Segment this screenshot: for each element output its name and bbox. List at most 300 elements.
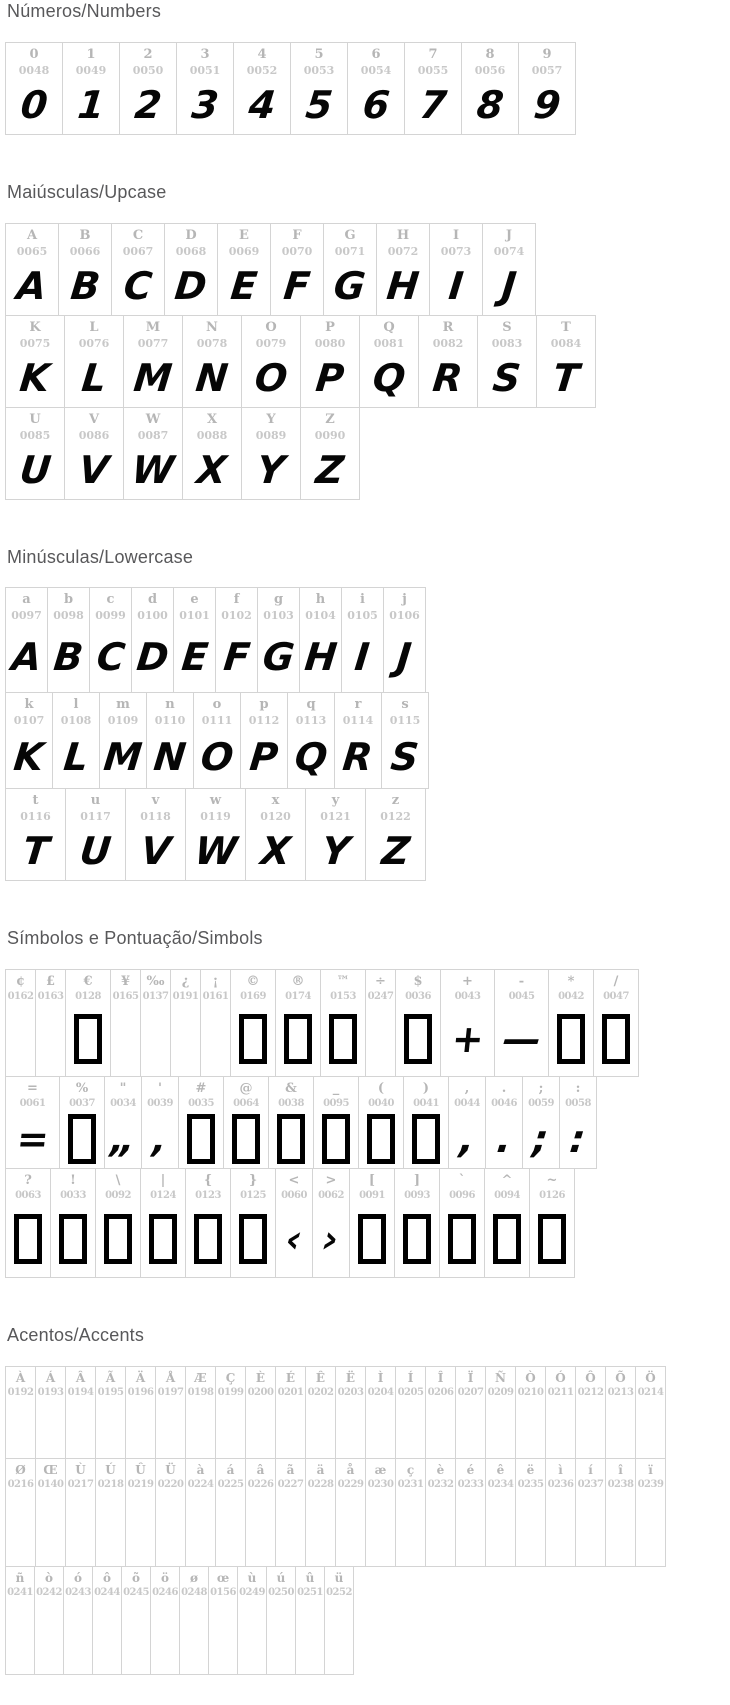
- char-code: 0059: [528, 1098, 554, 1110]
- char-code: 0096: [449, 1190, 475, 1202]
- glyph-cell: [215, 1458, 246, 1567]
- glyph-cell: [104, 1076, 142, 1169]
- glyph-area: [216, 1398, 245, 1458]
- font-glyph: Q: [370, 355, 408, 400]
- glyph-area: [51, 1201, 95, 1277]
- glyph-area: [186, 822, 245, 880]
- glyph-cell: [185, 1366, 216, 1459]
- char-label: $: [413, 974, 423, 990]
- glyph-cell: [5, 223, 59, 316]
- char-code: 0165: [112, 991, 139, 1003]
- char-label: â: [256, 1462, 265, 1477]
- char-code: 0084: [550, 336, 582, 350]
- char-code: 0153: [330, 991, 356, 1003]
- char-code: 0077: [137, 336, 169, 350]
- glyph-cell: [395, 1458, 426, 1567]
- glyph-area: [65, 441, 123, 499]
- char-label: Ú: [105, 1462, 116, 1477]
- glyph-area: [242, 349, 300, 407]
- char-label: L: [89, 319, 99, 335]
- glyph-area: [246, 822, 305, 880]
- char-code: 0227: [277, 1478, 304, 1490]
- glyph-cell: [125, 1366, 156, 1459]
- glyph-area: [306, 1490, 335, 1566]
- char-code: 0162: [7, 991, 34, 1003]
- glyph-area: [126, 1398, 155, 1458]
- font-glyph: N: [193, 355, 231, 400]
- char-label: Ò: [525, 1370, 536, 1385]
- char-label: 4: [257, 46, 267, 62]
- char-code: 0121: [320, 810, 351, 824]
- glyph-cell: [270, 223, 324, 316]
- glyph-area: [111, 1002, 140, 1076]
- section-title: Minúsculas/Lowercase: [7, 546, 194, 567]
- char-code: 0241: [7, 1586, 33, 1598]
- char-code: 0231: [397, 1478, 424, 1490]
- missing-glyph-box-icon: [74, 1014, 102, 1064]
- char-label: á: [226, 1462, 235, 1477]
- char-label: X: [206, 411, 218, 427]
- glyph-cell: [275, 1366, 306, 1459]
- char-code: 0200: [247, 1386, 274, 1398]
- char-code: 0207: [457, 1386, 484, 1398]
- glyph-cell: [365, 969, 396, 1077]
- glyph-area: [366, 822, 425, 880]
- char-code: 0203: [337, 1386, 364, 1398]
- glyph-cell: [5, 692, 53, 789]
- char-code: 0116: [20, 810, 51, 824]
- char-label: t: [32, 793, 39, 809]
- char-code: 0043: [454, 991, 481, 1003]
- char-label: ~: [546, 1173, 558, 1189]
- char-label: Ö: [645, 1370, 656, 1385]
- glyph-cell: [59, 1076, 105, 1169]
- font-glyph: ‚: [150, 1116, 170, 1161]
- glyph-area: [6, 349, 64, 407]
- glyph-cell: [164, 223, 218, 316]
- glyph-area: [288, 726, 334, 788]
- char-label: g: [273, 592, 284, 608]
- char-label: .: [501, 1081, 507, 1097]
- char-label: i: [360, 592, 365, 608]
- glyph-area: [396, 1398, 425, 1458]
- glyph-area: [269, 1109, 313, 1168]
- glyph-cell: [5, 1168, 51, 1278]
- char-code: 0109: [107, 714, 139, 728]
- glyph-area: [174, 621, 215, 692]
- font-glyph: +: [449, 1017, 486, 1062]
- glyph-cell: [185, 1168, 231, 1278]
- glyph-cell: [312, 1168, 350, 1278]
- char-code: 0193: [37, 1386, 64, 1398]
- glyph-area: [366, 1490, 395, 1566]
- char-code: 0092: [105, 1190, 131, 1202]
- char-label: ò: [44, 1570, 53, 1585]
- glyph-row: [5, 1168, 730, 1278]
- char-code: 0211: [547, 1386, 574, 1398]
- char-code: 0216: [7, 1478, 34, 1490]
- char-label: ]: [413, 1173, 421, 1189]
- char-label: ê: [496, 1462, 505, 1477]
- glyph-cell: [193, 692, 241, 789]
- glyph-area: [576, 1490, 605, 1566]
- glyph-cell: [358, 1076, 404, 1169]
- char-label: Q: [383, 319, 395, 335]
- missing-glyph-box-icon: [322, 1114, 350, 1164]
- glyph-area: [276, 1398, 305, 1458]
- char-label: =: [27, 1081, 38, 1097]
- glyph-area: [301, 349, 359, 407]
- char-label: À: [15, 1370, 26, 1385]
- char-label: ó: [73, 1570, 82, 1585]
- glyph-row: [5, 1366, 730, 1459]
- glyph-cell: [425, 1458, 456, 1567]
- glyph-area: [141, 1201, 185, 1277]
- char-code: 0070: [281, 244, 313, 258]
- glyph-area: [126, 822, 185, 880]
- glyph-area: [90, 621, 131, 692]
- font-glyph: U: [77, 829, 114, 874]
- char-code: 0128: [75, 991, 101, 1003]
- font-glyph: G: [332, 263, 368, 308]
- glyph-cell: [5, 1566, 35, 1675]
- char-code: 0242: [36, 1586, 62, 1598]
- glyph-area: [404, 1109, 448, 1168]
- glyph-area: [546, 1398, 575, 1458]
- char-label: !: [70, 1173, 76, 1189]
- glyph-area: [186, 1398, 215, 1458]
- char-label: S: [502, 319, 512, 335]
- char-label: |: [160, 1173, 166, 1189]
- glyph-cell: [95, 1366, 126, 1459]
- char-code: 0088: [196, 428, 228, 442]
- char-code: 0046: [491, 1098, 517, 1110]
- char-label: ï: [648, 1462, 653, 1477]
- glyph-area: [519, 76, 575, 134]
- glyph-cell: [485, 1076, 523, 1169]
- glyph-cell: [233, 42, 291, 135]
- glyph-cell: [170, 969, 201, 1077]
- char-label: ?: [24, 1173, 32, 1189]
- font-glyph: B: [68, 263, 102, 308]
- char-label: :: [575, 1081, 581, 1097]
- missing-glyph-box-icon: [538, 1214, 566, 1264]
- glyph-area: [636, 1398, 665, 1458]
- char-code: 0239: [637, 1478, 664, 1490]
- glyph-cell: [440, 969, 495, 1077]
- char-code: 0037: [69, 1098, 95, 1110]
- char-code: 0071: [334, 244, 366, 258]
- glyph-area: [124, 441, 182, 499]
- char-code: 0034: [110, 1098, 136, 1110]
- char-label: \: [115, 1173, 121, 1189]
- char-code: 0194: [67, 1386, 94, 1398]
- char-label: ¡: [212, 974, 219, 990]
- font-glyph: 4: [246, 82, 278, 127]
- glyph-cell: [182, 315, 242, 408]
- missing-glyph-box-icon: [367, 1114, 395, 1164]
- glyph-cell: [275, 1458, 306, 1567]
- glyph-cell: [5, 1458, 36, 1567]
- glyph-area: [171, 1002, 200, 1076]
- char-code: 0075: [19, 336, 51, 350]
- char-code: 0052: [246, 63, 278, 77]
- char-code: 0230: [367, 1478, 394, 1490]
- font-glyph: H: [302, 634, 339, 679]
- glyph-cell: [455, 1458, 486, 1567]
- char-code: 0060: [281, 1190, 307, 1202]
- glyph-area: [186, 1490, 215, 1566]
- glyph-cell: [305, 1366, 336, 1459]
- char-label: ‰: [146, 974, 165, 990]
- glyph-cell: [5, 969, 36, 1077]
- char-code: 0082: [432, 336, 464, 350]
- glyph-cell: [515, 1366, 546, 1459]
- missing-glyph-box-icon: [403, 1214, 431, 1264]
- char-label: {: [203, 1173, 213, 1189]
- char-code: 0066: [69, 244, 101, 258]
- char-label: ç: [406, 1462, 415, 1477]
- char-label: Ù: [75, 1462, 86, 1477]
- glyph-cell: [146, 692, 194, 789]
- glyph-area: [396, 1490, 425, 1566]
- char-code: 0056: [474, 63, 506, 77]
- glyph-cell: [50, 1168, 96, 1278]
- glyph-area: [6, 1002, 35, 1076]
- glyph-area: [126, 1490, 155, 1566]
- glyph-area: [66, 1398, 95, 1458]
- char-label: 7: [428, 46, 438, 62]
- char-code: 0042: [558, 991, 584, 1003]
- glyph-cell: [178, 1076, 224, 1169]
- char-code: 0174: [285, 991, 311, 1003]
- char-code: 0111: [201, 714, 233, 728]
- char-code: 0191: [172, 991, 199, 1003]
- glyph-area: [246, 1490, 275, 1566]
- font-glyph: Z: [313, 447, 347, 492]
- glyph-cell: [35, 1458, 66, 1567]
- char-label: &: [285, 1081, 297, 1097]
- glyph-cell: [268, 1076, 314, 1169]
- glyph-area: [382, 726, 428, 788]
- font-glyph: I: [446, 263, 466, 308]
- glyph-area: [306, 822, 365, 880]
- char-code: 0061: [19, 1098, 46, 1110]
- glyph-area: [291, 76, 347, 134]
- font-glyph: D: [134, 634, 171, 679]
- char-code: 0244: [94, 1586, 120, 1598]
- font-glyph: :: [568, 1116, 588, 1161]
- glyph-area: [35, 1598, 63, 1674]
- glyph-row: [5, 1458, 730, 1567]
- glyph-area: [462, 76, 518, 134]
- char-code: 0233: [457, 1478, 484, 1490]
- glyph-cell: [35, 1366, 66, 1459]
- glyph-cell: [240, 692, 288, 789]
- char-code: 0212: [577, 1386, 604, 1398]
- glyph-cell: [150, 1566, 180, 1675]
- glyph-area: [478, 349, 536, 407]
- glyph-cell: [5, 788, 66, 881]
- char-label: x: [271, 793, 280, 809]
- char-code: 0110: [154, 714, 186, 728]
- glyph-area: [516, 1398, 545, 1458]
- char-label: H: [396, 227, 410, 243]
- char-code: 0090: [314, 428, 346, 442]
- char-label: M: [145, 319, 161, 335]
- char-label: ô: [102, 1570, 111, 1585]
- glyph-cell: [65, 1366, 96, 1459]
- char-code: 0057: [531, 63, 563, 77]
- glyph-row: [5, 42, 730, 135]
- char-label: È: [255, 1370, 266, 1385]
- font-glyph: 7: [417, 82, 449, 127]
- glyph-area: [59, 257, 111, 315]
- glyph-cell: [381, 692, 429, 789]
- missing-glyph-box-icon: [239, 1214, 267, 1264]
- glyph-cell: [110, 969, 141, 1077]
- char-code: 0094: [494, 1190, 520, 1202]
- font-glyph: A: [14, 263, 50, 308]
- glyph-cell: [35, 969, 66, 1077]
- font-glyph: ›: [320, 1217, 342, 1262]
- char-code: 0068: [175, 244, 207, 258]
- glyph-area: [238, 1598, 266, 1674]
- glyph-cell: [89, 587, 132, 693]
- char-code: 0248: [181, 1586, 207, 1598]
- glyph-cell: [365, 1458, 396, 1567]
- char-label: /: [613, 974, 619, 990]
- glyph-area: [63, 76, 119, 134]
- font-glyph: F: [221, 634, 252, 679]
- char-label: w: [209, 793, 222, 809]
- char-label: Â: [75, 1370, 86, 1385]
- char-label: ": [119, 1081, 127, 1097]
- glyph-cell: [111, 223, 165, 316]
- glyph-cell: [62, 42, 120, 135]
- glyph-cell: [125, 788, 186, 881]
- glyph-area: [314, 1109, 358, 1168]
- char-code: 0245: [123, 1586, 149, 1598]
- char-code: 0199: [217, 1386, 244, 1398]
- glyph-cell: [52, 692, 100, 789]
- glyph-cell: [47, 587, 90, 693]
- glyph-area: [241, 726, 287, 788]
- char-label: s: [401, 697, 409, 713]
- char-code: 0085: [19, 428, 51, 442]
- char-label: ã: [286, 1462, 295, 1477]
- char-label: p: [259, 697, 269, 713]
- glyph-cell: [365, 1366, 396, 1459]
- char-label: í: [588, 1462, 593, 1477]
- glyph-area: [486, 1398, 515, 1458]
- glyph-cell: [295, 1566, 325, 1675]
- char-code: 0246: [152, 1586, 178, 1598]
- glyph-area: [242, 441, 300, 499]
- missing-glyph-box-icon: [329, 1014, 357, 1064]
- char-label: 5: [314, 46, 324, 62]
- glyph-area: [177, 76, 233, 134]
- section-title: Símbolos e Pontuação/Simbols: [7, 928, 263, 949]
- font-glyph: 5: [303, 82, 335, 127]
- char-label: Á: [45, 1370, 56, 1385]
- glyph-cell: [299, 587, 342, 693]
- char-label: û: [305, 1570, 315, 1585]
- char-code: 0064: [233, 1098, 259, 1110]
- glyph-area: [96, 1201, 140, 1277]
- glyph-cell: [575, 1458, 606, 1567]
- glyph-cell: [593, 969, 639, 1077]
- glyph-area: [549, 1002, 593, 1076]
- glyph-area: [325, 1598, 353, 1674]
- glyph-area: [636, 1490, 665, 1566]
- char-label: Y: [266, 411, 276, 427]
- glyph-area: [156, 1490, 185, 1566]
- glyph-cell: [300, 315, 360, 408]
- font-glyph: S: [389, 735, 421, 780]
- glyph-area: [180, 1598, 208, 1674]
- glyph-cell: [99, 692, 147, 789]
- char-code: 0108: [60, 714, 92, 728]
- glyph-area: [6, 1598, 34, 1674]
- font-glyph: A: [9, 634, 44, 679]
- glyph-area: [560, 1109, 596, 1168]
- char-label: ¢: [15, 974, 26, 990]
- missing-glyph-box-icon: [149, 1214, 177, 1264]
- glyph-area: [301, 441, 359, 499]
- char-label: Ñ: [495, 1370, 506, 1385]
- section-title: Acentos/Accents: [7, 1325, 145, 1346]
- font-glyph: E: [228, 263, 260, 308]
- glyph-area: [594, 1002, 638, 1076]
- char-label: d: [147, 592, 158, 608]
- font-glyph: V: [138, 829, 173, 874]
- glyph-cell: [365, 788, 426, 881]
- glyph-area: [426, 1398, 455, 1458]
- char-label: Í: [407, 1370, 414, 1385]
- char-label: *: [567, 974, 575, 990]
- char-label: î: [618, 1462, 623, 1477]
- char-code: 0086: [78, 428, 110, 442]
- font-glyph: U: [17, 447, 53, 492]
- glyph-cell: [395, 1366, 426, 1459]
- glyph-cell: [5, 1076, 60, 1169]
- glyph-cell: [230, 969, 276, 1077]
- missing-glyph-box-icon: [358, 1214, 386, 1264]
- missing-glyph-box-icon: [68, 1114, 96, 1164]
- char-label: à: [196, 1462, 205, 1477]
- char-code: 0123: [195, 1190, 221, 1202]
- glyph-cell: [65, 788, 126, 881]
- glyph-row: [5, 692, 730, 789]
- glyph-area: [258, 621, 299, 692]
- font-glyph: Q: [292, 735, 330, 780]
- glyph-area: [201, 1002, 230, 1076]
- glyph-area: [151, 1598, 179, 1674]
- char-code: 0067: [122, 244, 154, 258]
- font-glyph: T: [550, 355, 582, 400]
- glyph-cell: [404, 42, 462, 135]
- glyph-area: [6, 1109, 59, 1168]
- char-code: 0099: [95, 609, 126, 623]
- glyph-cell: [266, 1566, 296, 1675]
- char-code: 0228: [307, 1478, 334, 1490]
- glyph-cell: [155, 1458, 186, 1567]
- glyph-area: [456, 1398, 485, 1458]
- char-code: 0058: [565, 1098, 591, 1110]
- glyph-area: [6, 1201, 50, 1277]
- glyph-cell: [245, 1366, 276, 1459]
